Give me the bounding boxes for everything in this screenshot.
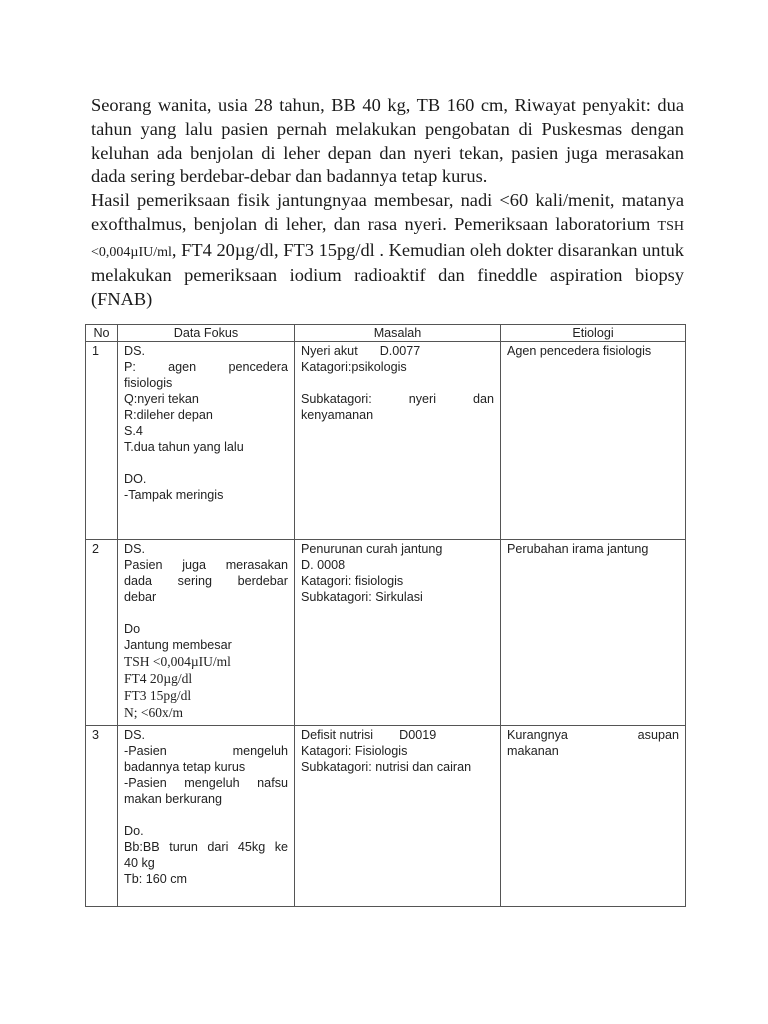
subkategori-continuation: kenyamanan xyxy=(301,408,374,422)
intro-p2-text-a: Hasil pemeriksaan fisik jantungnyaa membesar, nadi <60 kali/menit, matanya exofthalmus, benjolan di leher, dan rasa nyeri. Pemeriksaan laboratorium xyxy=(91,190,684,234)
do-item-2: Tb: 160 cm xyxy=(124,872,187,886)
etiologi-continuation: makanan xyxy=(507,744,559,758)
kategori: Katagori:psikologis xyxy=(301,360,407,374)
masalah-cell xyxy=(295,342,501,540)
ds-item-2-line: -Pasien mengeluh nafsu xyxy=(124,776,288,790)
ds-item-1-continuation: badannya tetap kurus xyxy=(124,760,246,774)
data-fokus-cell xyxy=(118,342,295,540)
q-line: Q:nyeri tekan xyxy=(124,392,199,406)
do-item: Jantung membesar xyxy=(124,638,232,652)
s-line: S.4 xyxy=(124,424,143,438)
etiologi-line xyxy=(507,727,679,743)
masalah-title-line xyxy=(301,343,494,359)
do-item-1-line: Bb:BB turun dari 45kg ke xyxy=(124,840,288,854)
masalah-title: Nyeri akut xyxy=(301,344,358,358)
do-item-1-continuation: 40 kg xyxy=(124,856,155,870)
subkategori: Subkatagori: Sirkulasi xyxy=(301,590,423,604)
row-number: 2 xyxy=(86,540,118,726)
ds-line-2: dada sering berdebar xyxy=(124,574,288,588)
masalah-title-line xyxy=(301,727,494,743)
kategori: Katagori: Fisiologis xyxy=(301,744,408,758)
table-header-row xyxy=(86,325,686,342)
t-line: T.dua tahun yang lalu xyxy=(124,440,244,454)
ds-label: DS. xyxy=(124,344,145,358)
ds-item-1-line xyxy=(124,743,288,759)
data-fokus-cell xyxy=(118,540,295,726)
ds-item-2-continuation: makan berkurang xyxy=(124,792,223,806)
masalah-title: Penurunan curah jantung xyxy=(301,542,443,556)
etiologi-word-1: Kurangnya xyxy=(507,728,568,742)
header-no: No xyxy=(86,325,118,342)
table-row xyxy=(86,540,686,726)
spacer xyxy=(124,605,288,621)
ds-label: DS. xyxy=(124,542,145,556)
ds-label: DS. xyxy=(124,728,145,742)
lab-ft3: FT3 15pg/dl xyxy=(124,688,192,703)
intro-paragraph-1: Seorang wanita, usia 28 tahun, BB 40 kg, TB 160 cm, Riwayat penyakit: dua tahun yang lalu pasien pernah melakukan pengobatan di Puskesmas dengan keluhan ada benjolan di leher depan dan nyeri tekan, pasien juga merasakan dada sering berdebar-debar dan badannya tetap kurus. xyxy=(91,95,684,187)
masalah-cell xyxy=(295,540,501,726)
ds-item-1-word-1: -Pasien xyxy=(124,744,167,758)
subkategori-word-2: dan xyxy=(472,392,494,406)
row-number: 3 xyxy=(86,726,118,907)
do-item: -Tampak meringis xyxy=(124,488,224,502)
subkategori-word-1: nyeri xyxy=(408,392,436,406)
etiologi-cell xyxy=(501,540,686,726)
etiologi-cell xyxy=(501,342,686,540)
header-data-fokus: Data Fokus xyxy=(118,325,295,342)
table-row xyxy=(86,726,686,907)
etiologi-cell xyxy=(501,726,686,907)
intro-p2-tsh: TSH <0,004µIU/ml xyxy=(91,218,684,260)
row-number: 1 xyxy=(86,342,118,540)
p-line xyxy=(124,359,288,375)
ds-item-1-word-2: mengeluh xyxy=(232,744,288,758)
kategori: Katagori: fisiologis xyxy=(301,574,404,588)
data-fokus-cell xyxy=(118,726,295,907)
intro-p2-text-c: , FT4 20µg/dl, FT3 15pg/dl . Kemudian oleh dokter disarankan untuk melakukan pemeriksaan iodium radioaktif dan fineddle aspiration biopsy (FNAB) xyxy=(91,239,684,310)
masalah-code: D. 0008 xyxy=(301,558,346,572)
spacer xyxy=(124,455,288,471)
masalah-title: Defisit nutrisi xyxy=(301,728,374,742)
lab-ft4: FT4 20µg/dl xyxy=(124,671,193,686)
ds-line-1: Pasien juga merasakan xyxy=(124,558,288,572)
table-row xyxy=(86,342,686,540)
spacer xyxy=(124,807,288,823)
lab-nadi: N; <60x/m xyxy=(124,705,183,720)
masalah-code: D0019 xyxy=(399,728,437,742)
do-label: Do xyxy=(124,622,141,636)
masalah-cell xyxy=(295,726,501,907)
masalah-code: D.0077 xyxy=(379,344,421,358)
intro-paragraph-2 xyxy=(91,189,684,312)
lab-tsh: TSH <0,004µIU/ml xyxy=(124,654,231,669)
etiologi-word-2: asupan xyxy=(637,728,679,742)
do-label: Do. xyxy=(124,824,144,838)
header-etiologi: Etiologi xyxy=(501,325,686,342)
etiologi-text: Perubahan irama jantung xyxy=(507,542,649,556)
subkategori-label: Subkatagori: xyxy=(301,392,372,406)
subkategori-line xyxy=(301,391,494,407)
p-continuation: fisiologis xyxy=(124,376,173,390)
r-line: R:dileher depan xyxy=(124,408,213,422)
ds-line-3: debar xyxy=(124,590,157,604)
etiologi-text: Agen pencedera fisiologis xyxy=(507,344,652,358)
p-word-2: pencedera xyxy=(228,360,288,374)
spacer xyxy=(301,375,494,391)
p-label: P: xyxy=(124,360,136,374)
p-word-1: agen xyxy=(168,360,197,374)
header-masalah: Masalah xyxy=(295,325,501,342)
nursing-diagnosis-table xyxy=(85,324,686,907)
subkategori: Subkatagori: nutrisi dan cairan xyxy=(301,760,472,774)
do-label: DO. xyxy=(124,472,147,486)
